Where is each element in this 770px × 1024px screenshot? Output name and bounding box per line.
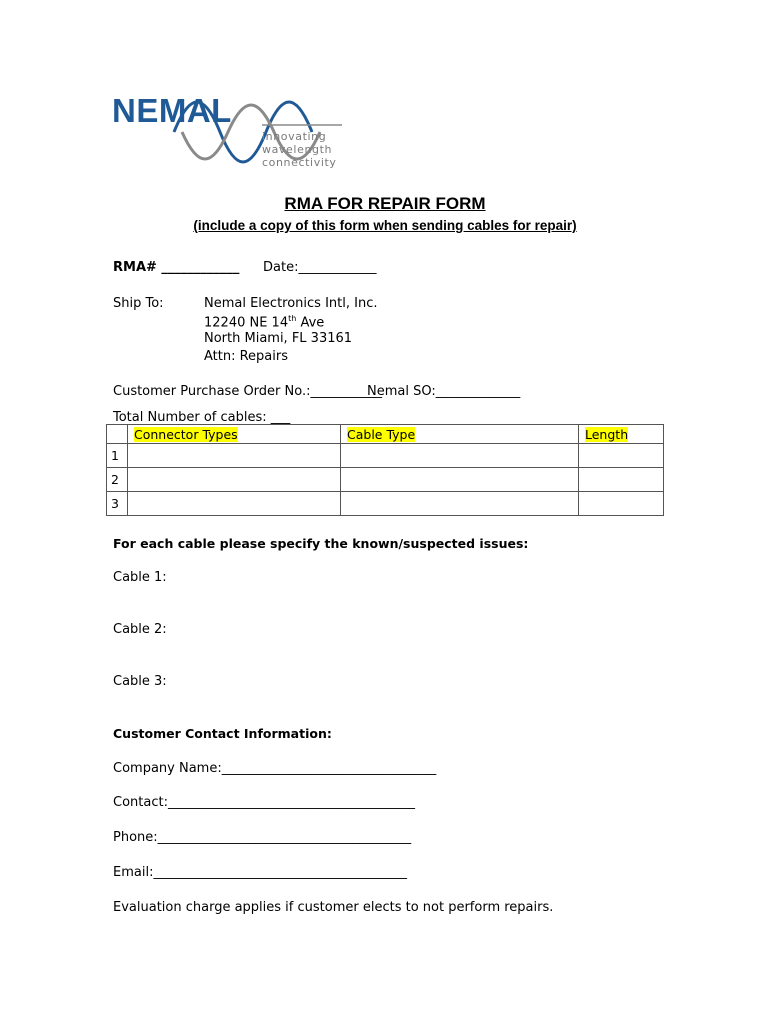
date-field[interactable]: Date:____________: [263, 260, 377, 275]
logo-tagline-1: innovating: [262, 130, 327, 143]
table-header-row: [107, 425, 664, 444]
issues-heading: For each cable please specify the known/suspected issues:: [113, 536, 529, 551]
table-row: [107, 492, 664, 516]
table-row: [107, 468, 664, 492]
ship-to-line-1: Nemal Electronics Intl, Inc.: [204, 296, 378, 311]
cable-1-issue-field[interactable]: Cable 1:: [113, 570, 167, 585]
form-subtitle: (include a copy of this form when sending cables for repair): [193, 218, 577, 233]
header-connector-types: [128, 425, 341, 444]
rma-field[interactable]: RMA# ____________: [113, 260, 240, 275]
ship-to-street: 12240 NE 14: [204, 315, 289, 331]
ship-to-line-4: Attn: Repairs: [204, 349, 289, 364]
table-row: [107, 444, 664, 468]
cable-type-cell[interactable]: [341, 468, 579, 492]
header-connector-types-label: Connector Types: [134, 426, 238, 442]
contact-heading: Customer Contact Information:: [113, 726, 332, 741]
row-number: 3: [107, 492, 128, 516]
length-cell[interactable]: [579, 444, 664, 468]
email-field[interactable]: Email:_______________________________________: [113, 865, 407, 880]
row-number: 2: [107, 468, 128, 492]
connector-types-cell[interactable]: [128, 444, 341, 468]
length-cell[interactable]: [579, 492, 664, 516]
po-number-field[interactable]: Customer Purchase Order No.:___________: [113, 384, 382, 399]
logo-tagline-2: wavelength: [262, 143, 333, 156]
ship-to-ordinal: th: [288, 314, 297, 323]
nemal-logo: [112, 92, 352, 172]
cable-2-issue-field[interactable]: Cable 2:: [113, 622, 167, 637]
header-length-label: Length: [585, 426, 629, 442]
logo-tagline-3: connectivity: [262, 156, 337, 169]
header-length: [579, 425, 664, 444]
ship-to-line-3: North Miami, FL 33161: [204, 331, 353, 346]
evaluation-charge-note: Evaluation charge applies if customer elects to not perform repairs.: [113, 900, 554, 915]
cable-type-cell[interactable]: [341, 444, 579, 468]
connector-types-cell[interactable]: [128, 492, 341, 516]
cable-3-issue-field[interactable]: Cable 3:: [113, 674, 167, 689]
logo-wordmark: NEMAL: [112, 92, 232, 129]
contact-field[interactable]: Contact:______________________________________: [113, 795, 415, 810]
ship-to-line-2: [204, 314, 324, 330]
table-header-num: [107, 425, 128, 444]
cable-type-cell[interactable]: [341, 492, 579, 516]
form-title: RMA FOR REPAIR FORM: [284, 194, 486, 213]
connector-types-cell[interactable]: [128, 468, 341, 492]
phone-field[interactable]: Phone:_______________________________________: [113, 830, 412, 845]
ship-to-street-suffix: Ave: [296, 315, 325, 331]
cable-table: [106, 424, 664, 516]
total-cables-field[interactable]: Total Number of cables: ___: [113, 410, 291, 425]
header-cable-type-label: Cable Type: [347, 426, 416, 442]
header-cable-type: [341, 425, 579, 444]
company-name-field[interactable]: Company Name:_________________________________: [113, 761, 437, 776]
ship-to-label: Ship To:: [113, 296, 164, 311]
length-cell[interactable]: [579, 468, 664, 492]
row-number: 1: [107, 444, 128, 468]
so-number-field[interactable]: Nemal SO:_____________: [367, 384, 521, 399]
